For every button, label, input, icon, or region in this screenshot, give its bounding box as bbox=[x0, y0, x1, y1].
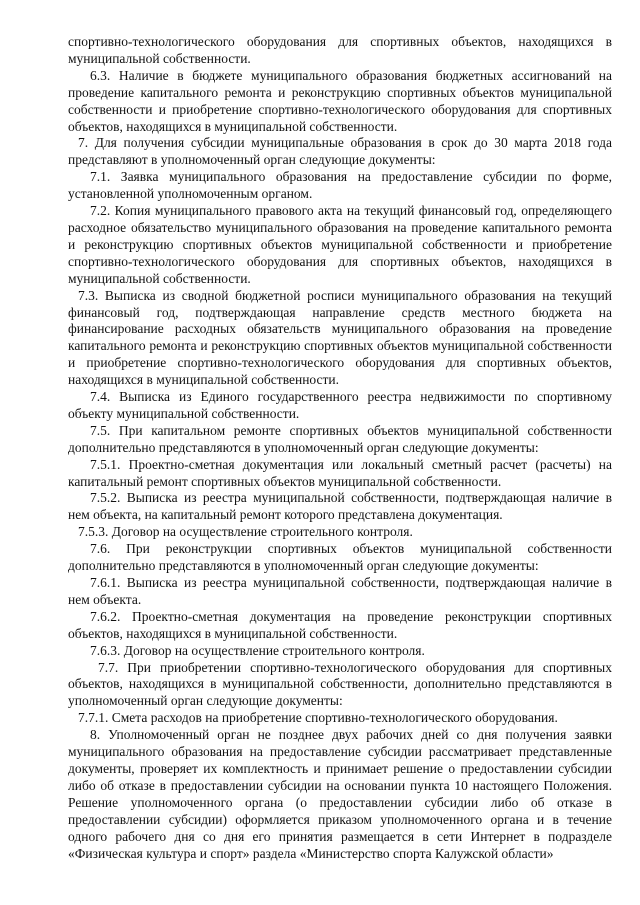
paragraph-7-6-3: 7.6.3. Договор на осуществление строительного контроля. bbox=[90, 642, 425, 658]
paragraph-7-6-1: 7.6.1. Выписка из реестра муниципальной собственности, подтверждающая наличие в нем объекта. bbox=[68, 575, 612, 607]
paragraph-7: 7. Для получения субсидии муниципальные образования в срок до 30 марта 2018 года представляют в уполномоченный орган следующие документы: bbox=[68, 135, 612, 168]
paragraph-7-6-2: 7.6.2. Проектно-сметная документация на проведение реконструкции спортивных объектов, находящихся в муниципальной собственности. bbox=[68, 608, 612, 641]
paragraph-7-7: 7.7. При приобретении спортивно-технологического оборудования для спортивных объектов, находящихся в муниципальной собственности, дополнительно представляются в уполномоченный орган следующие документы: bbox=[68, 659, 612, 709]
paragraph-7-4: 7.4. Выписка из Единого государственного реестра недвижимости по спортивному объекту муниципальной собственности. bbox=[68, 389, 612, 421]
paragraph-6-2-continuation: спортивно-технологического оборудования для спортивных объектов, находящихся в муниципальной собственности. bbox=[68, 34, 612, 66]
paragraph-7-2: 7.2. Копия муниципального правового акта на текущий финансовый год, определяющего расходное обязательство муниципального образования на проведение капитального ремонта и реконструкцию спортивных объектов муниципальной собственности и приобретение спортивно-технологического оборудования для спортивных объектов, находящихся в муниципальной собственности. bbox=[68, 203, 612, 286]
document-page bbox=[68, 34, 612, 862]
paragraph-7-6: 7.6. При реконструкции спортивных объектов муниципальной собственности дополнительно представляются в уполномоченный орган следующие документы: bbox=[68, 541, 612, 574]
paragraph-7-3: 7.3. Выписка из сводной бюджетной росписи муниципального образования на текущий финансовый год, подтверждающая направление средств местного бюджета на финансирование расходных обязательств муниципального образования на проведение капитального ремонта и реконструкцию спортивных объектов муниципальной собственности и приобретение спортивно-технологического оборудования для спортивных объектов, находящихся в муниципальной собственности. bbox=[68, 287, 612, 388]
paragraph-7-7-1: 7.7.1. Смета расходов на приобретение спортивно-технологического оборудования. bbox=[78, 710, 558, 726]
paragraph-7-5-2: 7.5.2. Выписка из реестра муниципальной собственности, подтверждающая наличие в нем объекта, на капитальный ремонт которого представлена документация. bbox=[68, 490, 612, 523]
paragraph-6-3: 6.3. Наличие в бюджете муниципального образования бюджетных ассигнований на проведение капитального ремонта и реконструкцию спортивных объектов муниципальной собственности и приобретение спортивно-технологического оборудования для спортивных объектов, находящихся в муниципальной собственности. bbox=[68, 67, 612, 134]
paragraph-8: 8. Уполномоченный орган не позднее двух рабочих дней со дня получения заявки муниципального образования на предоставление субсидии рассматривает представленные документы, проверяет их комплектность и принимает решение о предоставлении субсидии либо об отказе в предоставлении субсидии на основании пункта 10 настоящего Положения. Решение уполномоченного органа (о предоставлении субсидии либо об отказе в предоставлении субсидии) оформляется приказом уполномоченного органа и в течение одного рабочего дня со дня его принятия размещается в сети Интернет в подразделе «Физическая культура и спорт» раздела «Министерство спорта Калужской области» bbox=[68, 727, 612, 861]
paragraph-7-1: 7.1. Заявка муниципального образования на предоставление субсидии по форме, установленной уполномоченным органом. bbox=[68, 169, 612, 202]
paragraph-7-5-3: 7.5.3. Договор на осуществление строительного контроля. bbox=[78, 524, 413, 540]
paragraph-7-5-1: 7.5.1. Проектно-сметная документация или локальный сметный расчет (расчеты) на капитальный ремонт спортивных объектов муниципальной собственности. bbox=[68, 456, 612, 489]
paragraph-7-5: 7.5. При капитальном ремонте спортивных объектов муниципальной собственности дополнительно представляются в уполномоченный орган следующие документы: bbox=[68, 422, 612, 455]
